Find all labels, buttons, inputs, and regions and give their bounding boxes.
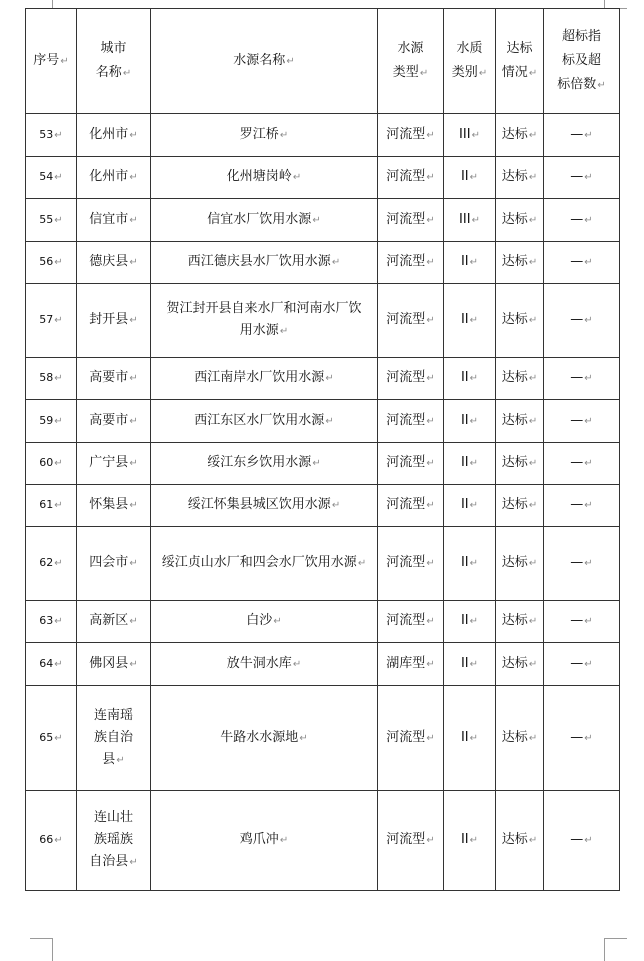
table-row	[26, 443, 620, 485]
cell-quality: II↵	[444, 601, 496, 643]
table-row	[26, 791, 620, 891]
cell-city: 连山壮族瑶族自治县↵	[77, 791, 151, 891]
cell-status: 达标↵	[496, 242, 544, 284]
cell-source-name: 贺江封开县自来水厂和河南水厂饮用水源↵	[151, 284, 378, 358]
header-source-name: 水源名称↵	[151, 9, 378, 114]
cell-exceed: —↵	[544, 601, 620, 643]
cell-source-name: 罗江桥↵	[151, 114, 378, 157]
table-row	[26, 485, 620, 527]
cell-status: 达标↵	[496, 443, 544, 485]
cell-source-type: 河流型↵	[378, 114, 444, 157]
cell-no: 60↵	[26, 443, 77, 485]
cell-quality: II↵	[444, 157, 496, 199]
cell-source-name: 鸡爪冲↵	[151, 791, 378, 891]
cell-city: 高新区↵	[77, 601, 151, 643]
cell-exceed: —↵	[544, 791, 620, 891]
cell-source-name: 西江南岸水厂饮用水源↵	[151, 358, 378, 400]
cell-source-type: 河流型↵	[378, 791, 444, 891]
cell-quality: III↵	[444, 199, 496, 242]
cell-no: 64↵	[26, 643, 77, 686]
cell-no: 54↵	[26, 157, 77, 199]
table-row	[26, 199, 620, 242]
cell-source-type: 河流型↵	[378, 601, 444, 643]
cell-status: 达标↵	[496, 400, 544, 443]
cell-source-name: 西江德庆县水厂饮用水源↵	[151, 242, 378, 284]
cell-exceed: —↵	[544, 358, 620, 400]
cell-no: 56↵	[26, 242, 77, 284]
cell-city: 信宜市↵	[77, 199, 151, 242]
cell-exceed: —↵	[544, 485, 620, 527]
cell-no: 65↵	[26, 686, 77, 791]
table-row	[26, 601, 620, 643]
table-row	[26, 686, 620, 791]
cell-no: 62↵	[26, 527, 77, 601]
cell-source-name: 西江东区水厂饮用水源↵	[151, 400, 378, 443]
cell-exceed: —↵	[544, 400, 620, 443]
cell-source-type: 河流型↵	[378, 485, 444, 527]
cell-source-type: 河流型↵	[378, 443, 444, 485]
cell-exceed: —↵	[544, 157, 620, 199]
cell-source-name: 放牛洞水库↵	[151, 643, 378, 686]
cell-exceed: —↵	[544, 242, 620, 284]
cell-city: 佛冈县↵	[77, 643, 151, 686]
cell-city: 四会市↵	[77, 527, 151, 601]
header-quality: 水质 类别↵	[444, 9, 496, 114]
cell-quality: II↵	[444, 485, 496, 527]
cell-status: 达标↵	[496, 157, 544, 199]
cell-status: 达标↵	[496, 284, 544, 358]
cell-no: 57↵	[26, 284, 77, 358]
cell-source-name: 化州塘岗岭↵	[151, 157, 378, 199]
cell-quality: II↵	[444, 686, 496, 791]
header-source-type: 水源 类型↵	[378, 9, 444, 114]
cell-source-type: 河流型↵	[378, 157, 444, 199]
cell-quality: II↵	[444, 791, 496, 891]
cell-source-name: 绥江东乡饮用水源↵	[151, 443, 378, 485]
cell-no: 63↵	[26, 601, 77, 643]
cell-exceed: —↵	[544, 199, 620, 242]
table-row	[26, 114, 620, 157]
cell-status: 达标↵	[496, 114, 544, 157]
cell-source-type: 河流型↵	[378, 686, 444, 791]
cell-source-name: 牛路水水源地↵	[151, 686, 378, 791]
cell-source-name: 绥江贞山水厂和四会水厂饮用水源↵	[151, 527, 378, 601]
cell-exceed: —↵	[544, 643, 620, 686]
header-no: 序号↵	[26, 9, 77, 114]
cell-quality: II↵	[444, 242, 496, 284]
table-body	[26, 9, 620, 891]
cell-city: 化州市↵	[77, 157, 151, 199]
cell-status: 达标↵	[496, 485, 544, 527]
cell-no: 55↵	[26, 199, 77, 242]
cell-exceed: —↵	[544, 686, 620, 791]
cell-source-name: 白沙↵	[151, 601, 378, 643]
cell-city: 怀集县↵	[77, 485, 151, 527]
table-row	[26, 284, 620, 358]
header-status: 达标 情况↵	[496, 9, 544, 114]
cell-source-type: 河流型↵	[378, 199, 444, 242]
table-row	[26, 358, 620, 400]
water-source-table	[25, 8, 620, 891]
cell-status: 达标↵	[496, 358, 544, 400]
cell-city: 封开县↵	[77, 284, 151, 358]
cell-quality: II↵	[444, 400, 496, 443]
cell-city: 连南瑶族自治县↵	[77, 686, 151, 791]
cell-city: 德庆县↵	[77, 242, 151, 284]
cell-exceed: —↵	[544, 527, 620, 601]
cell-no: 66↵	[26, 791, 77, 891]
header-exceed: 超标指 标及超 标倍数↵	[544, 9, 620, 114]
table-row	[26, 242, 620, 284]
cell-city: 高要市↵	[77, 400, 151, 443]
cell-city: 化州市↵	[77, 114, 151, 157]
cell-quality: II↵	[444, 443, 496, 485]
cell-source-type: 河流型↵	[378, 400, 444, 443]
table-row	[26, 157, 620, 199]
cell-status: 达标↵	[496, 791, 544, 891]
table-row	[26, 643, 620, 686]
cell-quality: III↵	[444, 114, 496, 157]
table-header-row	[26, 9, 620, 114]
cell-status: 达标↵	[496, 601, 544, 643]
cell-status: 达标↵	[496, 199, 544, 242]
cell-status: 达标↵	[496, 527, 544, 601]
cell-no: 61↵	[26, 485, 77, 527]
table-row	[26, 400, 620, 443]
cell-status: 达标↵	[496, 643, 544, 686]
cell-exceed: —↵	[544, 443, 620, 485]
crop-mark-bottom-right	[604, 938, 627, 961]
cell-quality: II↵	[444, 284, 496, 358]
cell-source-name: 绥江怀集县城区饮用水源↵	[151, 485, 378, 527]
cell-quality: II↵	[444, 643, 496, 686]
cell-no: 58↵	[26, 358, 77, 400]
cell-quality: II↵	[444, 527, 496, 601]
cell-exceed: —↵	[544, 284, 620, 358]
cell-source-type: 河流型↵	[378, 527, 444, 601]
cell-source-type: 湖库型↵	[378, 643, 444, 686]
cell-city: 广宁县↵	[77, 443, 151, 485]
cell-exceed: —↵	[544, 114, 620, 157]
cell-source-type: 河流型↵	[378, 358, 444, 400]
header-city: 城市 名称↵	[77, 9, 151, 114]
crop-mark-bottom-left	[30, 938, 53, 961]
cell-no: 59↵	[26, 400, 77, 443]
cell-source-type: 河流型↵	[378, 242, 444, 284]
cell-city: 高要市↵	[77, 358, 151, 400]
cell-quality: II↵	[444, 358, 496, 400]
cell-source-type: 河流型↵	[378, 284, 444, 358]
cell-status: 达标↵	[496, 686, 544, 791]
cell-source-name: 信宜水厂饮用水源↵	[151, 199, 378, 242]
cell-no: 53↵	[26, 114, 77, 157]
table-row	[26, 527, 620, 601]
